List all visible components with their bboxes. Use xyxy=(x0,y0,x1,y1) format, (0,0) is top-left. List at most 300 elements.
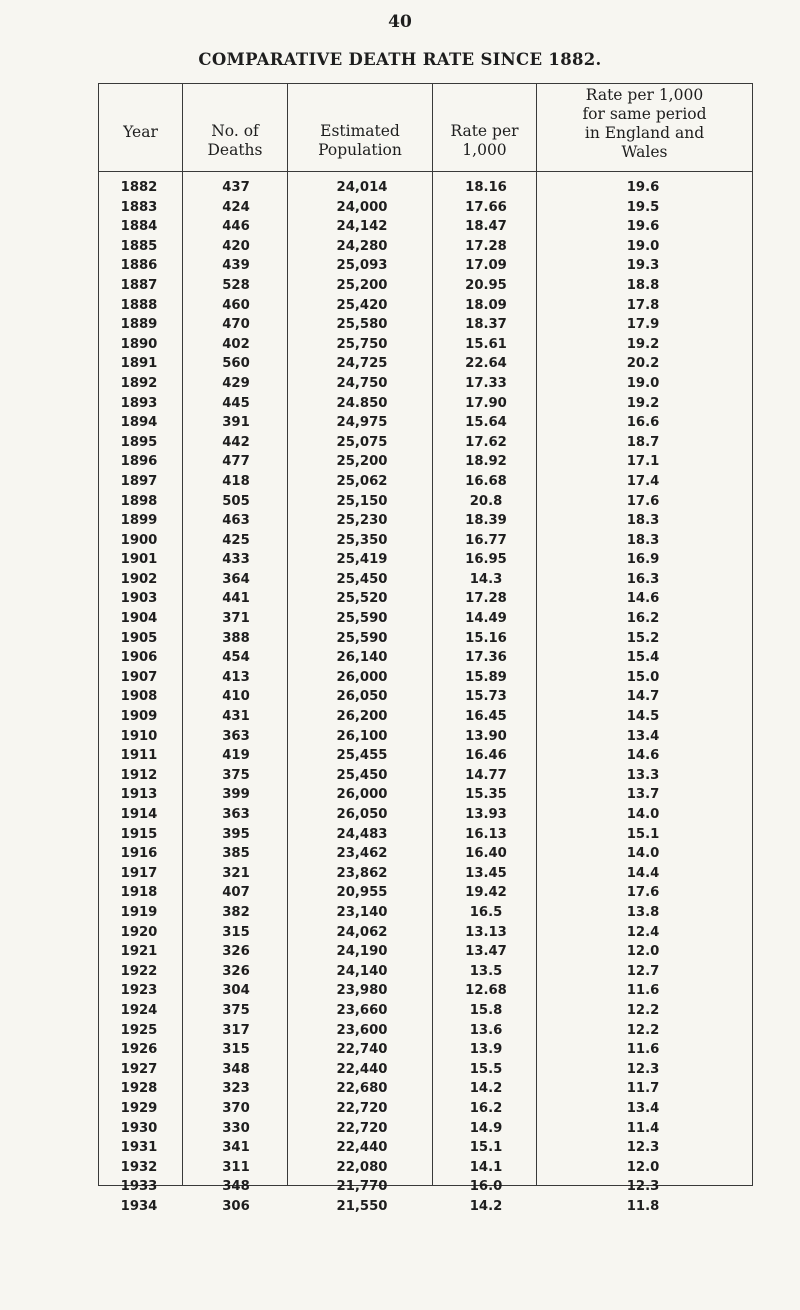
rate-cell: 16.2 xyxy=(469,1100,503,1116)
rate-cell: 14.49 xyxy=(465,611,507,627)
header-rate: Rate per 1,000 xyxy=(450,122,519,159)
england-wales-rate-cell: 12.3 xyxy=(626,1140,660,1156)
header-england-wales-rate: Rate per 1,000 for same period in England and Wales xyxy=(582,86,707,161)
england-wales-rate-cell: 20.2 xyxy=(626,356,660,372)
population-cell: 22,440 xyxy=(336,1061,388,1077)
year-cell: 1896 xyxy=(120,454,158,470)
deaths-cell: 330 xyxy=(222,1120,250,1136)
england-wales-rate-cell: 13.4 xyxy=(626,728,660,744)
year-cell: 1890 xyxy=(120,336,158,352)
deaths-cell: 326 xyxy=(222,944,250,960)
population-cell: 24,280 xyxy=(336,238,388,254)
year-cell: 1898 xyxy=(120,493,158,509)
table-row xyxy=(0,1060,800,1080)
deaths-cell: 391 xyxy=(222,415,250,431)
rate-cell: 14.77 xyxy=(465,767,507,783)
table-row xyxy=(0,687,800,707)
rate-cell: 13.45 xyxy=(465,865,507,881)
year-cell: 1917 xyxy=(120,865,158,881)
england-wales-rate-cell: 19.2 xyxy=(626,336,660,352)
table-row xyxy=(0,374,800,394)
table-row xyxy=(0,472,800,492)
population-cell: 22,720 xyxy=(336,1120,388,1136)
population-cell: 23,600 xyxy=(336,1022,388,1038)
deaths-cell: 323 xyxy=(222,1081,250,1097)
rate-cell: 13.13 xyxy=(465,924,507,940)
year-cell: 1894 xyxy=(120,415,158,431)
deaths-cell: 370 xyxy=(222,1100,250,1116)
year-cell: 1905 xyxy=(120,630,158,646)
year-cell: 1931 xyxy=(120,1140,158,1156)
england-wales-rate-cell: 13.4 xyxy=(626,1100,660,1116)
table-row xyxy=(0,825,800,845)
rate-cell: 16.5 xyxy=(469,904,503,920)
year-cell: 1893 xyxy=(120,395,158,411)
deaths-cell: 437 xyxy=(222,180,250,195)
england-wales-rate-cell: 18.3 xyxy=(626,513,660,529)
rate-cell: 15.35 xyxy=(465,787,507,803)
england-wales-rate-cell: 12.7 xyxy=(626,963,660,979)
table-row xyxy=(0,766,800,786)
year-cell: 1899 xyxy=(120,513,158,529)
year-cell: 1928 xyxy=(120,1081,158,1097)
table-row xyxy=(0,296,800,316)
rate-cell: 18.09 xyxy=(465,297,507,313)
table-row xyxy=(0,1079,800,1099)
population-cell: 22,440 xyxy=(336,1140,388,1156)
table-row xyxy=(0,727,800,747)
deaths-cell: 364 xyxy=(222,571,250,587)
table-row xyxy=(0,668,800,688)
england-wales-rate-cell: 12.3 xyxy=(626,1179,660,1195)
rate-cell: 12.68 xyxy=(465,983,507,999)
england-wales-rate-cell: 11.7 xyxy=(626,1081,660,1097)
population-cell: 22,080 xyxy=(336,1159,388,1175)
rate-cell: 17.09 xyxy=(465,258,507,274)
deaths-cell: 306 xyxy=(222,1198,250,1214)
deaths-cell: 446 xyxy=(222,219,250,235)
england-wales-rate-cell: 11.6 xyxy=(626,1042,660,1058)
year-cell: 1927 xyxy=(120,1061,158,1077)
year-cell: 1904 xyxy=(120,611,158,627)
england-wales-rate-cell: 18.8 xyxy=(626,277,660,293)
year-cell: 1934 xyxy=(120,1198,158,1214)
england-wales-rate-cell: 18.3 xyxy=(626,532,660,548)
deaths-cell: 431 xyxy=(222,709,250,725)
year-cell: 1888 xyxy=(120,297,158,313)
table-row xyxy=(0,1099,800,1119)
deaths-cell: 375 xyxy=(222,1002,250,1018)
year-cell: 1932 xyxy=(120,1159,158,1175)
england-wales-rate-cell: 16.3 xyxy=(626,571,660,587)
population-cell: 24,000 xyxy=(336,199,388,215)
rate-cell: 14.3 xyxy=(469,571,503,587)
deaths-cell: 304 xyxy=(222,983,250,999)
year-cell: 1910 xyxy=(120,728,158,744)
deaths-cell: 402 xyxy=(222,336,250,352)
population-cell: 25,580 xyxy=(336,317,388,333)
year-cell: 1912 xyxy=(120,767,158,783)
year-cell: 1923 xyxy=(120,983,158,999)
england-wales-rate-cell: 14.0 xyxy=(626,846,660,862)
population-cell: 23,140 xyxy=(336,904,388,920)
england-wales-rate-cell: 11.4 xyxy=(626,1120,660,1136)
table-row xyxy=(0,1177,800,1197)
year-cell: 1897 xyxy=(120,473,158,489)
page-title: COMPARATIVE DEATH RATE SINCE 1882. xyxy=(198,50,602,69)
england-wales-rate-cell: 15.2 xyxy=(626,630,660,646)
table-row xyxy=(0,864,800,884)
population-cell: 25,419 xyxy=(336,552,388,568)
deaths-cell: 441 xyxy=(222,591,250,607)
deaths-cell: 454 xyxy=(222,650,250,666)
table-row xyxy=(0,1040,800,1060)
population-cell: 24,140 xyxy=(336,963,388,979)
population-cell: 25,350 xyxy=(336,532,388,548)
deaths-cell: 418 xyxy=(222,473,250,489)
rate-cell: 15.1 xyxy=(469,1140,503,1156)
population-cell: 22,740 xyxy=(336,1042,388,1058)
deaths-cell: 433 xyxy=(222,552,250,568)
year-cell: 1891 xyxy=(120,356,158,372)
population-cell: 23,462 xyxy=(336,846,388,862)
rate-cell: 18.16 xyxy=(465,180,507,195)
year-cell: 1916 xyxy=(120,846,158,862)
table-row xyxy=(0,394,800,414)
deaths-cell: 395 xyxy=(222,826,250,842)
rate-cell: 15.89 xyxy=(465,669,507,685)
year-cell: 1915 xyxy=(120,826,158,842)
header-bottom-rule xyxy=(98,171,753,172)
deaths-cell: 399 xyxy=(222,787,250,803)
population-cell: 25,520 xyxy=(336,591,388,607)
year-cell: 1920 xyxy=(120,924,158,940)
year-cell: 1930 xyxy=(120,1120,158,1136)
rate-cell: 17.66 xyxy=(465,199,507,215)
england-wales-rate-cell: 12.0 xyxy=(626,1159,660,1175)
table-row xyxy=(0,570,800,590)
england-wales-rate-cell: 19.6 xyxy=(626,219,660,235)
year-cell: 1907 xyxy=(120,669,158,685)
rate-cell: 18.47 xyxy=(465,219,507,235)
table-row xyxy=(0,413,800,433)
deaths-cell: 460 xyxy=(222,297,250,313)
table-row xyxy=(0,903,800,923)
year-cell: 1903 xyxy=(120,591,158,607)
population-cell: 25,455 xyxy=(336,748,388,764)
england-wales-rate-cell: 16.9 xyxy=(626,552,660,568)
england-wales-rate-cell: 17.8 xyxy=(626,297,660,313)
header-population: Estimated Population xyxy=(318,122,402,159)
table-row xyxy=(0,1021,800,1041)
population-cell: 25,230 xyxy=(336,513,388,529)
england-wales-rate-cell: 19.6 xyxy=(626,180,660,195)
rate-cell: 13.5 xyxy=(469,963,503,979)
england-wales-rate-cell: 12.0 xyxy=(626,944,660,960)
population-cell: 24,190 xyxy=(336,944,388,960)
deaths-cell: 420 xyxy=(222,238,250,254)
england-wales-rate-cell: 19.3 xyxy=(626,258,660,274)
table-row xyxy=(0,354,800,374)
year-cell: 1925 xyxy=(120,1022,158,1038)
year-cell: 1887 xyxy=(120,277,158,293)
rate-cell: 13.93 xyxy=(465,807,507,822)
england-wales-rate-cell: 17.9 xyxy=(626,317,660,333)
england-wales-rate-cell: 14.6 xyxy=(626,748,660,764)
england-wales-rate-cell: 18.7 xyxy=(626,434,660,450)
deaths-cell: 315 xyxy=(222,924,250,940)
header-deaths: No. of Deaths xyxy=(207,122,263,159)
deaths-cell: 429 xyxy=(222,375,250,391)
population-cell: 25,590 xyxy=(336,611,388,627)
population-cell: 26,140 xyxy=(336,650,388,666)
deaths-cell: 363 xyxy=(222,728,250,744)
header-year: Year xyxy=(123,123,158,141)
england-wales-rate-cell: 19.0 xyxy=(626,375,660,391)
deaths-cell: 348 xyxy=(222,1179,250,1195)
rate-cell: 15.73 xyxy=(465,689,507,705)
population-cell: 25,420 xyxy=(336,297,388,313)
rate-cell: 13.90 xyxy=(465,728,507,744)
population-cell: 24,750 xyxy=(336,375,388,391)
england-wales-rate-cell: 12.3 xyxy=(626,1061,660,1077)
deaths-cell: 311 xyxy=(222,1159,250,1175)
population-cell: 26,200 xyxy=(336,709,388,725)
deaths-cell: 528 xyxy=(222,277,250,293)
deaths-cell: 382 xyxy=(222,904,250,920)
england-wales-rate-cell: 17.1 xyxy=(626,454,660,470)
population-cell: 24.850 xyxy=(336,395,388,411)
deaths-cell: 439 xyxy=(222,258,250,274)
year-cell: 1921 xyxy=(120,944,158,960)
year-cell: 1889 xyxy=(120,317,158,333)
rate-cell: 13.9 xyxy=(469,1042,503,1058)
year-cell: 1883 xyxy=(120,199,158,215)
table-row xyxy=(0,707,800,727)
page-number: 40 xyxy=(388,12,412,32)
rate-cell: 15.8 xyxy=(469,1002,503,1018)
rate-cell: 16.46 xyxy=(465,748,507,764)
rate-cell: 19.42 xyxy=(465,885,507,901)
deaths-cell: 407 xyxy=(222,885,250,901)
england-wales-rate-cell: 12.2 xyxy=(626,1002,660,1018)
year-cell: 1895 xyxy=(120,434,158,450)
table-row xyxy=(0,746,800,766)
england-wales-rate-cell: 19.2 xyxy=(626,395,660,411)
rate-cell: 17.28 xyxy=(465,238,507,254)
rate-cell: 14.1 xyxy=(469,1159,503,1175)
population-cell: 25,450 xyxy=(336,767,388,783)
england-wales-rate-cell: 19.5 xyxy=(626,199,660,215)
england-wales-rate-cell: 17.4 xyxy=(626,473,660,489)
rate-cell: 17.36 xyxy=(465,650,507,666)
deaths-cell: 410 xyxy=(222,689,250,705)
deaths-cell: 326 xyxy=(222,963,250,979)
deaths-cell: 375 xyxy=(222,767,250,783)
rate-cell: 15.5 xyxy=(469,1061,503,1077)
table-row xyxy=(0,511,800,531)
population-cell: 26,050 xyxy=(336,807,388,822)
england-wales-rate-cell: 15.0 xyxy=(626,669,660,685)
population-cell: 22,680 xyxy=(336,1081,388,1097)
deaths-cell: 424 xyxy=(222,199,250,215)
year-cell: 1886 xyxy=(120,258,158,274)
table-row xyxy=(0,217,800,237)
england-wales-rate-cell: 14.5 xyxy=(626,709,660,725)
england-wales-rate-cell: 16.2 xyxy=(626,611,660,627)
england-wales-rate-cell: 14.6 xyxy=(626,591,660,607)
population-cell: 21,550 xyxy=(336,1198,388,1214)
population-cell: 23,980 xyxy=(336,983,388,999)
deaths-cell: 505 xyxy=(222,493,250,509)
year-cell: 1933 xyxy=(120,1179,158,1195)
deaths-cell: 341 xyxy=(222,1140,250,1156)
deaths-cell: 445 xyxy=(222,395,250,411)
population-cell: 22,720 xyxy=(336,1100,388,1116)
year-cell: 1918 xyxy=(120,885,158,901)
year-cell: 1885 xyxy=(120,238,158,254)
table-row xyxy=(0,1001,800,1021)
table-row xyxy=(0,550,800,570)
year-cell: 1882 xyxy=(120,180,158,195)
population-cell: 24,975 xyxy=(336,415,388,431)
rate-cell: 16.95 xyxy=(465,552,507,568)
rate-cell: 22.64 xyxy=(465,356,507,372)
table-row xyxy=(0,452,800,472)
rate-cell: 15.61 xyxy=(465,336,507,352)
table-row xyxy=(0,492,800,512)
population-cell: 24,725 xyxy=(336,356,388,372)
deaths-cell: 560 xyxy=(222,356,250,372)
deaths-cell: 317 xyxy=(222,1022,250,1038)
population-cell: 25,075 xyxy=(336,434,388,450)
population-cell: 25,750 xyxy=(336,336,388,352)
year-cell: 1924 xyxy=(120,1002,158,1018)
year-cell: 1926 xyxy=(120,1042,158,1058)
table-body xyxy=(0,178,800,1216)
population-cell: 23,660 xyxy=(336,1002,388,1018)
england-wales-rate-cell: 13.8 xyxy=(626,904,660,920)
rate-cell: 13.47 xyxy=(465,944,507,960)
year-cell: 1913 xyxy=(120,787,158,803)
deaths-cell: 442 xyxy=(222,434,250,450)
population-cell: 24,142 xyxy=(336,219,388,235)
deaths-cell: 315 xyxy=(222,1042,250,1058)
year-cell: 1884 xyxy=(120,219,158,235)
deaths-cell: 363 xyxy=(222,807,250,822)
rate-cell: 15.16 xyxy=(465,630,507,646)
rate-cell: 16.13 xyxy=(465,826,507,842)
england-wales-rate-cell: 13.3 xyxy=(626,767,660,783)
rate-cell: 18.37 xyxy=(465,317,507,333)
population-cell: 23,862 xyxy=(336,865,388,881)
england-wales-rate-cell: 12.4 xyxy=(626,924,660,940)
england-wales-rate-cell: 12.2 xyxy=(626,1022,660,1038)
england-wales-rate-cell: 11.6 xyxy=(626,983,660,999)
table-row xyxy=(0,589,800,609)
table-row xyxy=(0,648,800,668)
table-row xyxy=(0,883,800,903)
population-cell: 25,590 xyxy=(336,630,388,646)
rate-cell: 15.64 xyxy=(465,415,507,431)
england-wales-rate-cell: 16.6 xyxy=(626,415,660,431)
population-cell: 26,100 xyxy=(336,728,388,744)
england-wales-rate-cell: 17.6 xyxy=(626,493,660,509)
rate-cell: 16.0 xyxy=(469,1179,503,1195)
year-cell: 1919 xyxy=(120,904,158,920)
rate-cell: 17.33 xyxy=(465,375,507,391)
year-cell: 1929 xyxy=(120,1100,158,1116)
table-row xyxy=(0,315,800,335)
table-row xyxy=(0,609,800,629)
rate-cell: 17.90 xyxy=(465,395,507,411)
england-wales-rate-cell: 14.7 xyxy=(626,689,660,705)
table-row xyxy=(0,981,800,1001)
deaths-cell: 477 xyxy=(222,454,250,470)
year-cell: 1914 xyxy=(120,807,158,822)
deaths-cell: 413 xyxy=(222,669,250,685)
population-cell: 26,050 xyxy=(336,689,388,705)
year-cell: 1922 xyxy=(120,963,158,979)
england-wales-rate-cell: 15.1 xyxy=(626,826,660,842)
rate-cell: 20.8 xyxy=(469,493,503,509)
year-cell: 1906 xyxy=(120,650,158,666)
deaths-cell: 385 xyxy=(222,846,250,862)
population-cell: 26,000 xyxy=(336,669,388,685)
table-row xyxy=(0,805,800,825)
table-row xyxy=(0,962,800,982)
population-cell: 24,062 xyxy=(336,924,388,940)
table-row xyxy=(0,531,800,551)
year-cell: 1900 xyxy=(120,532,158,548)
england-wales-rate-cell: 14.4 xyxy=(626,865,660,881)
table-row xyxy=(0,256,800,276)
table-row xyxy=(0,178,800,198)
deaths-cell: 470 xyxy=(222,317,250,333)
rate-cell: 14.2 xyxy=(469,1198,503,1214)
population-cell: 25,093 xyxy=(336,258,388,274)
rate-cell: 18.39 xyxy=(465,513,507,529)
table-row xyxy=(0,198,800,218)
population-cell: 25,150 xyxy=(336,493,388,509)
deaths-cell: 321 xyxy=(222,865,250,881)
england-wales-rate-cell: 11.8 xyxy=(626,1198,660,1214)
table-row xyxy=(0,1158,800,1178)
deaths-cell: 348 xyxy=(222,1061,250,1077)
rate-cell: 16.77 xyxy=(465,532,507,548)
deaths-cell: 425 xyxy=(222,532,250,548)
table-row xyxy=(0,844,800,864)
year-cell: 1902 xyxy=(120,571,158,587)
deaths-cell: 371 xyxy=(222,611,250,627)
england-wales-rate-cell: 17.6 xyxy=(626,885,660,901)
rate-cell: 17.62 xyxy=(465,434,507,450)
population-cell: 25,200 xyxy=(336,277,388,293)
population-cell: 25,450 xyxy=(336,571,388,587)
rate-cell: 20.95 xyxy=(465,277,507,293)
table-row xyxy=(0,1119,800,1139)
population-cell: 25,062 xyxy=(336,473,388,489)
table-row xyxy=(0,1138,800,1158)
deaths-cell: 388 xyxy=(222,630,250,646)
rate-cell: 14.9 xyxy=(469,1120,503,1136)
population-cell: 21,770 xyxy=(336,1179,388,1195)
population-cell: 24,483 xyxy=(336,826,388,842)
england-wales-rate-cell: 15.4 xyxy=(626,650,660,666)
rate-cell: 16.68 xyxy=(465,473,507,489)
table-row xyxy=(0,237,800,257)
rate-cell: 13.6 xyxy=(469,1022,503,1038)
